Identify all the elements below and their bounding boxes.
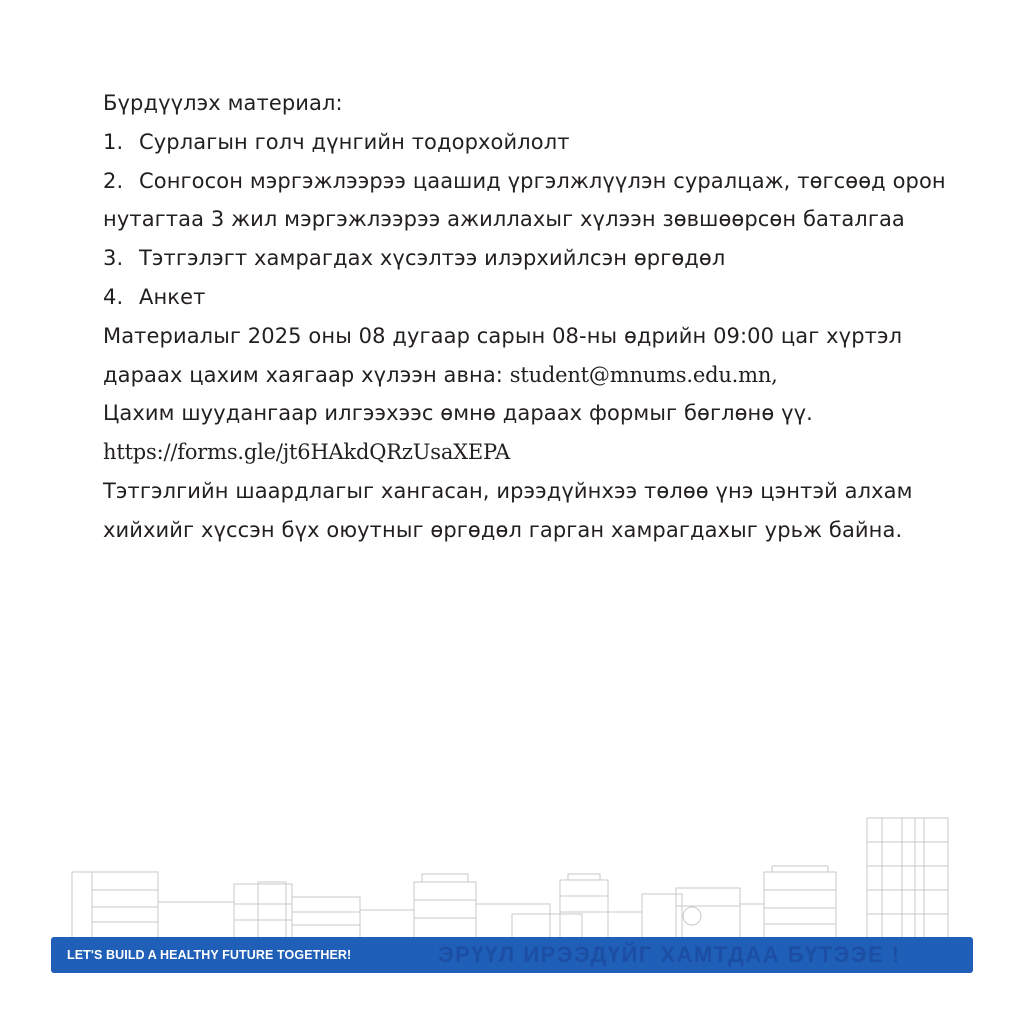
slogan-english: LET'S BUILD A HEALTHY FUTURE TOGETHER! <box>67 948 352 962</box>
email-line <box>103 356 983 395</box>
email-prefix: дараах цахим хаягаар хүлээн авна: <box>103 362 510 387</box>
list-text: Тэтгэлэгт хамрагдах хүсэлтээ илэрхийлсэн өргөдөл <box>139 246 726 271</box>
list-item <box>103 123 983 162</box>
deadline-text: Материалыг 2025 оны 08 дугаар сарын 08-ны өдрийн 09:00 цаг хүртэл <box>103 323 903 348</box>
email-link[interactable]: student@mnums.edu.mn, <box>509 362 778 387</box>
slogan-mongolian: ЭРҮҮЛ ИРЭЭДҮЙГ ХАМТДАА БҮТЭЭЕ ! <box>438 942 901 967</box>
form-instruction: Цахим шуудангаар илгээхээс өмнө дараах формыг бөглөнө үү. <box>103 401 813 426</box>
form-link[interactable]: https://forms.gle/jt6HAkdQRzUsaXEPA <box>103 440 511 465</box>
list-item <box>103 239 983 278</box>
city-skyline-illustration <box>52 812 972 940</box>
list-text: Сурлагын голч дүнгийн тодорхойлолт <box>139 129 570 154</box>
footer-banner <box>51 937 973 973</box>
list-item-continuation: нутагтаа 3 жил мэргэжлээрээ ажиллахыг хүлээн зөвшөөрсөн баталгаа <box>103 207 905 232</box>
list-text: Анкет <box>139 284 206 309</box>
list-number: 3. <box>103 246 124 271</box>
closing-text: хийхийг хүссэн бүх оюутныг өргөдөл гарган хамрагдахыг урьж байна. <box>103 517 903 542</box>
list-item <box>103 162 983 201</box>
list-number: 4. <box>103 284 124 309</box>
closing-text: Тэтгэлгийн шаардлагыг хангасан, ирээдүйнхээ төлөө үнэ цэнтэй алхам <box>103 478 913 503</box>
list-item <box>103 278 983 317</box>
materials-heading: Бүрдүүлэх материал: <box>103 91 343 115</box>
list-number: 2. <box>103 168 124 193</box>
document-body <box>103 84 983 550</box>
list-text: Сонгосон мэргэжлээрээ цаашид үргэлжлүүлэн суралцаж, төгсөөд орон <box>139 168 946 193</box>
list-number: 1. <box>103 129 124 154</box>
